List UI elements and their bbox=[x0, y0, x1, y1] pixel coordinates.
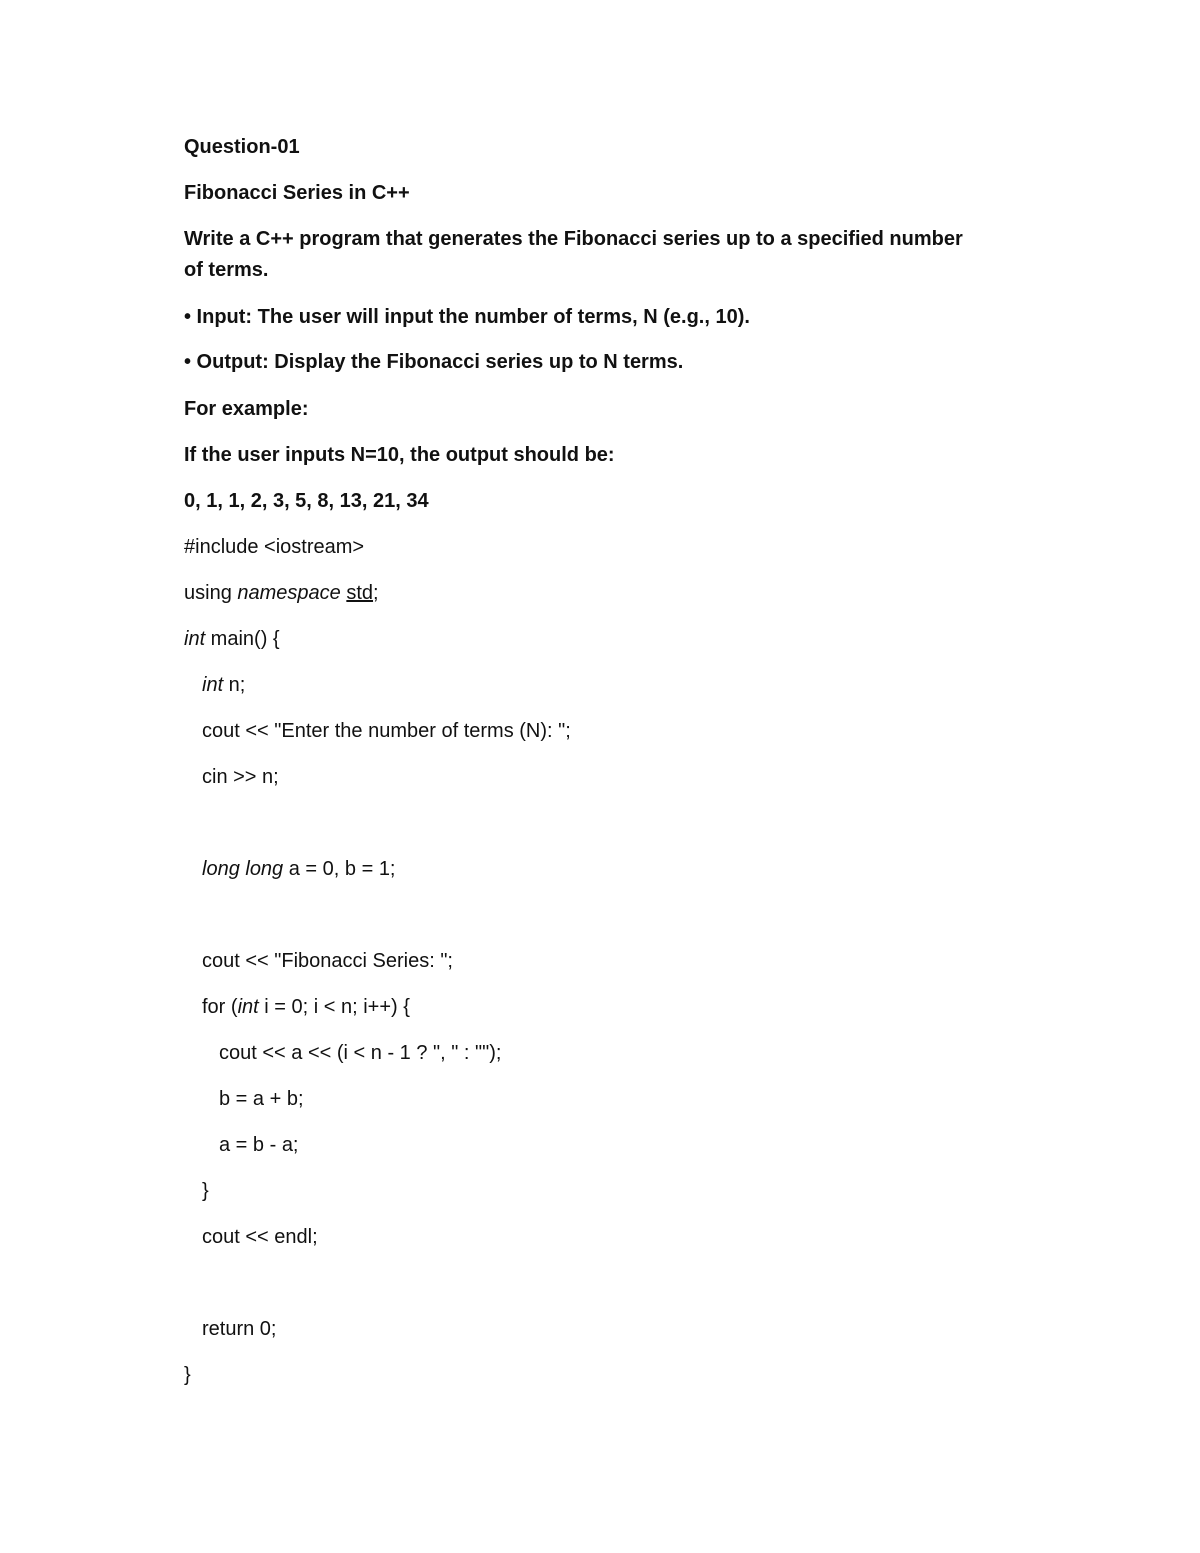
code-b-update: b = a + b; bbox=[219, 1088, 304, 1110]
example-heading: For example: bbox=[184, 398, 309, 420]
bullet-input: • Input: The user will input the number of terms, N (e.g., 10). bbox=[184, 306, 750, 328]
using-keyword: using bbox=[184, 582, 238, 604]
code-return: return 0; bbox=[202, 1318, 277, 1340]
code-main bbox=[184, 626, 280, 652]
code-using bbox=[184, 580, 379, 606]
main-signature: main() { bbox=[205, 628, 280, 650]
example-output: 0, 1, 1, 2, 3, 5, 8, 13, 21, 34 bbox=[184, 490, 429, 512]
ab-init-rest: a = 0, b = 1; bbox=[283, 858, 396, 880]
code-for bbox=[202, 994, 410, 1020]
code-include: #include <iostream> bbox=[184, 536, 365, 558]
code-ab-init bbox=[202, 856, 396, 882]
long-long-keyword: long long bbox=[202, 858, 284, 880]
prompt-line-1: Write a C++ program that generates the Fibonacci series up to a specified number bbox=[184, 228, 963, 250]
using-semicolon: ; bbox=[373, 582, 379, 604]
for-open: for ( bbox=[202, 996, 238, 1018]
bullet-output: • Output: Display the Fibonacci series up to N terms. bbox=[184, 351, 684, 373]
code-a-update: a = b - a; bbox=[219, 1134, 299, 1156]
std-identifier: std bbox=[346, 582, 374, 604]
namespace-keyword: namespace bbox=[237, 582, 341, 604]
code-cin: cin >> n; bbox=[202, 766, 279, 788]
example-condition: If the user inputs N=10, the output should be: bbox=[184, 444, 615, 466]
code-series-out: cout << "Fibonacci Series: "; bbox=[202, 950, 453, 972]
for-rest: i = 0; i < n; i++) { bbox=[258, 996, 410, 1018]
code-decl-n bbox=[202, 672, 245, 698]
int-keyword: int bbox=[237, 996, 259, 1018]
code-loop-out: cout << a << (i < n - 1 ? ", " : ""); bbox=[219, 1042, 502, 1064]
question-number: Question-01 bbox=[184, 136, 300, 158]
prompt-line-2: of terms. bbox=[184, 259, 269, 281]
decl-n-rest: n; bbox=[223, 674, 246, 696]
int-keyword: int bbox=[184, 628, 206, 650]
question-title: Fibonacci Series in C++ bbox=[184, 182, 410, 204]
code-endl: cout << endl; bbox=[202, 1226, 318, 1248]
int-keyword: int bbox=[202, 674, 224, 696]
code-close-outer: } bbox=[184, 1364, 191, 1386]
code-close-inner: } bbox=[202, 1180, 209, 1202]
code-prompt-out: cout << "Enter the number of terms (N): "; bbox=[202, 720, 571, 742]
